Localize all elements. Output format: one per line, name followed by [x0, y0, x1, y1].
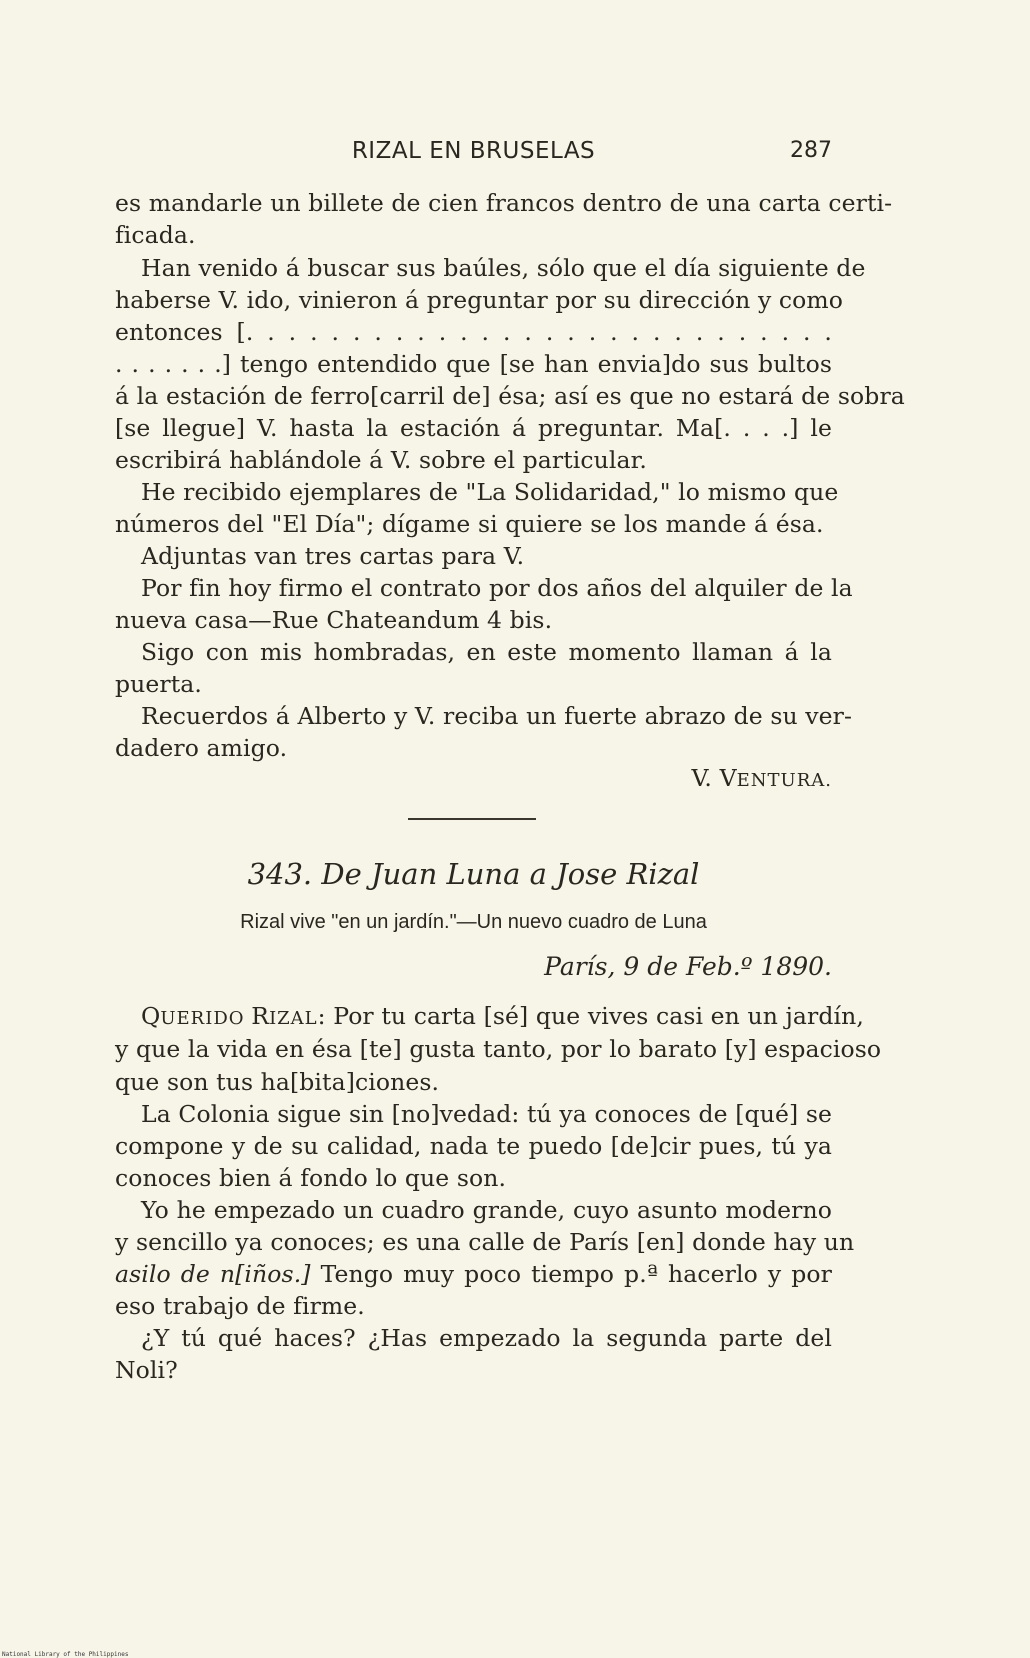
text-line: dadero amigo.: [115, 734, 288, 762]
text-line: He recibido ejemplares de "La Solidaridad," lo mismo que: [141, 478, 839, 506]
text-line: Han venido á buscar sus baúles, sólo que el día siguiente de: [141, 254, 866, 282]
letter-dateline: París, 9 de Feb.º 1890.: [544, 952, 832, 981]
signature-initial: V. V: [691, 764, 737, 792]
salutation-r: R: [251, 1002, 270, 1030]
text-line: Noli?: [115, 1356, 178, 1384]
salutation-q: Q: [141, 1002, 161, 1030]
text-line: á la estación de ferro[carril de] ésa; así es que no estará de sobra: [115, 382, 905, 410]
text-line: Por fin hoy firmo el contrato por dos años del alquiler de la: [141, 574, 853, 602]
text-line: Adjuntas van tres cartas para V.: [141, 542, 525, 570]
text-line: ¿Y tú qué haces? ¿Has empezado la segunda parte del: [141, 1324, 832, 1352]
text-line: y sencillo ya conoces; es una calle de París [en] donde hay un: [115, 1228, 855, 1256]
text-line: La Colonia sigue sin [no]vedad: tú ya conoces de [qué] se: [141, 1100, 832, 1128]
text-line: y que la vida en ésa [te] gusta tanto, por lo barato [y] espacioso: [115, 1035, 882, 1063]
text-line: puerta.: [115, 670, 202, 698]
text-line: ficada.: [115, 221, 196, 249]
text-line: . . . . . . .] tengo entendido que [se han envia]do sus bultos: [115, 350, 832, 378]
text-line-italic: [115, 1258, 832, 1290]
text-line: conoces bien á fondo lo que son.: [115, 1164, 507, 1192]
running-header: RIZAL EN BRUSELAS: [351, 138, 596, 164]
page-number: 287: [790, 138, 832, 163]
text-line: Yo he empezado un cuadro grande, cuyo asunto moderno: [141, 1196, 832, 1224]
letter-subtitle: Rizal vive "en un jardín."—Un nuevo cuadro de Luna: [240, 911, 707, 933]
signature: [115, 762, 832, 797]
italic-phrase: asilo de n[iños.]: [115, 1260, 311, 1288]
section-divider: [408, 818, 536, 820]
text-line: nueva casa—Rue Chateandum 4 bis.: [115, 606, 553, 634]
text-line: Sigo con mis hombradas, en este momento llaman á la: [141, 638, 832, 666]
text-line: entonces [. . . . . . . . . . . . . . . . . . . . . . . . . . . .: [115, 318, 832, 346]
italic-line-rest: Tengo muy poco tiempo p.ª hacerlo y por: [310, 1260, 832, 1288]
text-line: compone y de su calidad, nada te puedo [de]cir pues, tú ya: [115, 1132, 832, 1160]
text-line: que son tus ha[bita]ciones.: [115, 1068, 440, 1096]
letter-first-line: [141, 1000, 864, 1035]
text-line: eso trabajo de firme.: [115, 1292, 365, 1320]
text-line: haberse V. ido, vinieron á preguntar por su dirección y como: [115, 286, 844, 314]
text-line: [se llegue] V. hasta la estación á preguntar. Ma[. . . .] le: [115, 414, 832, 442]
text-line: Recuerdos á Alberto y V. reciba un fuerte abrazo de su ver-: [141, 702, 853, 730]
salutation-izal: IZAL: [269, 1008, 318, 1029]
letter-heading: 343. De Juan Luna a Jose Rizal: [247, 857, 700, 891]
signature-rest: ENTURA.: [736, 770, 832, 791]
library-watermark: National Library of the Philippines: [2, 1651, 129, 1658]
salutation-ueridoo: UERIDO: [160, 1008, 252, 1029]
text-line: números del "El Día"; dígame si quiere se los mande á ésa.: [115, 510, 824, 538]
first-line-rest: : Por tu carta [sé] que vives casi en un jardín,: [317, 1002, 864, 1030]
text-line: es mandarle un billete de cien francos dentro de una carta certi-: [115, 189, 893, 217]
text-line: escribirá hablándole á V. sobre el particular.: [115, 446, 647, 474]
